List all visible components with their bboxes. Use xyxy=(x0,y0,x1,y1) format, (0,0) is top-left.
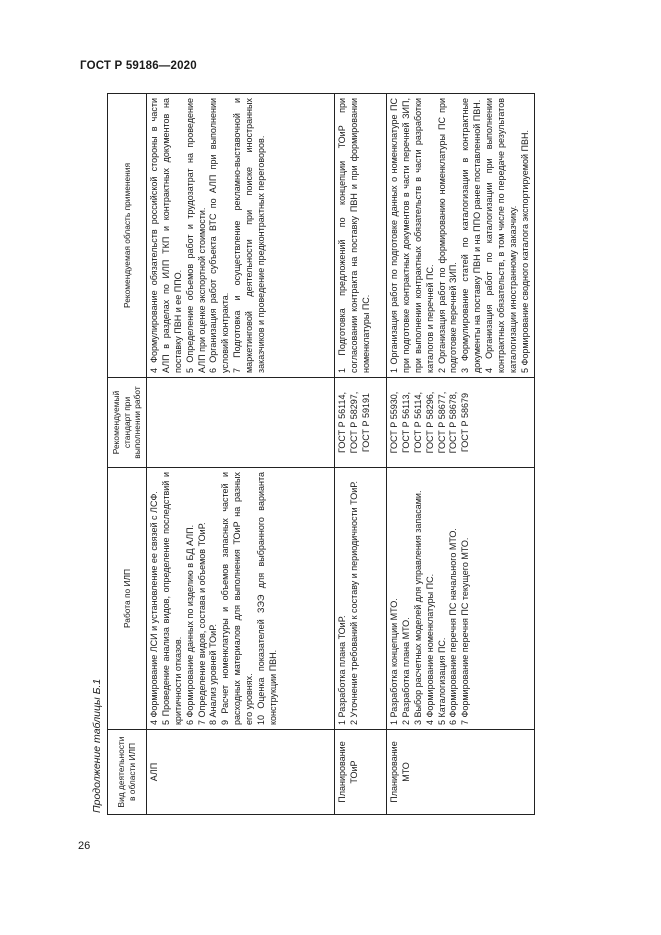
application-item: 5 Определение объемов работ и трудозатрат на проведение АЛП при оценке экспортной стоимости. xyxy=(184,98,207,373)
work-item: 7 Формирование перечня ПС текущего МТО. xyxy=(460,537,471,725)
standard-item: ГОСТ Р 55930, xyxy=(389,391,399,454)
work-item: 4 Формирование ЛСИ и установление ее связей с ЛСФ. xyxy=(149,491,159,725)
table-header-row xyxy=(108,94,147,815)
application-item: 4 Формулирование обязательств российской стороны в части АЛП в разделах по ИЛП ТКП и контрактных документов на поставку ПВН и ее ППО. xyxy=(149,98,183,373)
work-item: 1 Разработка концепции МТО. xyxy=(389,598,399,725)
application-item: 1 Организация работ по подготовке данных о номенклатуре ПС при подготовке контрактных документов в части перечней ЗИП, при выполнении контрактных обязательств в части разработки каталогов и перечней ПС. xyxy=(389,98,435,373)
work-item: 6 Формирование перечня ПС начального МТО. xyxy=(448,528,459,725)
works-cell xyxy=(147,468,335,730)
column-header-activity: Вид деятельности в области ИЛП xyxy=(108,730,147,815)
application-item: 3 Формулирование статей по каталогизации в контрактные документы на поставку ПВН и на ППО ранее поставленной ПВН. xyxy=(460,98,483,373)
page-number: 26 xyxy=(78,840,91,852)
standard-item: ГОСТ Р 58678, xyxy=(448,391,459,454)
work-item: 2 Разработка плана МТО. xyxy=(400,617,411,725)
application-item: 4 Организация работ по каталогизации при выполнении контрактных обязательств, в том числе по передаче результатов каталогизации иностранному заказчику. xyxy=(484,98,518,373)
standard-item: ГОСТ Р 58296, xyxy=(424,391,435,454)
application-item: 7 Подготовка и осуществление рекламно-выставочной и маркетинговой деятельности при поиске иностранных заказчиков и проведение предконтрактных переговоров. xyxy=(232,98,266,373)
standard-item: ГОСТ Р 58677, xyxy=(436,391,447,454)
work-item: 9 Расчет номенклатуры и объемов запасных частей и расходных материалов для выполнения ТОиР на разных его уровнях. xyxy=(220,472,254,725)
column-header-application: Рекомендуемая область применения xyxy=(108,94,147,378)
work-item: 7 Определение видов, состава и объемов ТОиР. xyxy=(196,522,207,725)
recommendations-table xyxy=(107,93,535,815)
table-row-mto-planning xyxy=(387,94,535,815)
rotated-table-page xyxy=(91,94,532,815)
activity-cell: АЛП xyxy=(147,730,335,815)
work-item: 5 Каталогизация ПС. xyxy=(436,637,447,725)
application-item: 1 Подготовка предложений по концепции ТОиР при согласовании контракта на поставку ПВН и при формировании номенклатуры ПС. xyxy=(337,98,371,373)
application-item: 5 Формирование сводного каталога экспортируемой ПВН. xyxy=(519,130,530,373)
table-row-tor-planning xyxy=(335,94,387,815)
standards-cell xyxy=(335,378,387,468)
work-item: 2 Уточнение требований к составу и периодичности ТОиР. xyxy=(348,480,359,725)
work-item: 6 Формирование данных по изделию в БД АЛП. xyxy=(184,524,195,725)
application-item: 2 Организация работ по формированию номенклатуры ПС при подготовке перечней ЗИП. xyxy=(436,98,459,373)
standard-item: ГОСТ Р 56113, xyxy=(400,392,411,453)
standard-item: ГОСТ Р 56114, xyxy=(412,392,423,453)
works-cell xyxy=(387,468,535,730)
standard-item: ГОСТ Р 58297, xyxy=(348,391,359,454)
standards-cell xyxy=(147,378,335,468)
column-header-works: Работа по ИЛП xyxy=(108,468,147,730)
application-cell xyxy=(335,94,387,378)
works-cell xyxy=(335,468,387,730)
work-item: 5 Проведение анализа видов, определение последствий и критичности отказов. xyxy=(160,472,183,725)
table-caption: Продолжение таблицы Б.1 xyxy=(91,678,103,813)
standard-item: ГОСТ Р 59191 xyxy=(360,392,371,453)
work-item: 3 Выбор расчетных моделей для управления запасами. xyxy=(412,490,423,725)
standard-code-header: ГОСТ Р 59186—2020 xyxy=(80,60,197,72)
standard-item: ГОСТ Р 58679 xyxy=(460,392,471,453)
activity-cell: Планирование ТОиР xyxy=(335,730,387,815)
application-cell xyxy=(387,94,535,378)
standards-cell xyxy=(387,378,535,468)
column-header-standard: Рекомендуемый стандарт при выполнении работ xyxy=(108,378,147,468)
standard-item: ГОСТ Р 56114, xyxy=(337,392,347,453)
activity-cell: Планирование МТО xyxy=(387,730,535,815)
application-item: 6 Организация работ субъекта ВТС по АЛП при выполнении условий контракта. xyxy=(208,98,231,373)
work-item: 8 Анализ уровней ТОиР. xyxy=(208,623,219,725)
table-row-alp xyxy=(147,94,335,815)
application-cell xyxy=(147,94,335,378)
work-item: 1 Разработка плана ТОиР. xyxy=(337,615,347,725)
work-item: 4 Формирование номенклатуры ПС. xyxy=(424,573,435,725)
work-item: 10 Оценка показателей ЗЭЭ для выбранного варианта конструкции ПВН. xyxy=(255,472,278,725)
